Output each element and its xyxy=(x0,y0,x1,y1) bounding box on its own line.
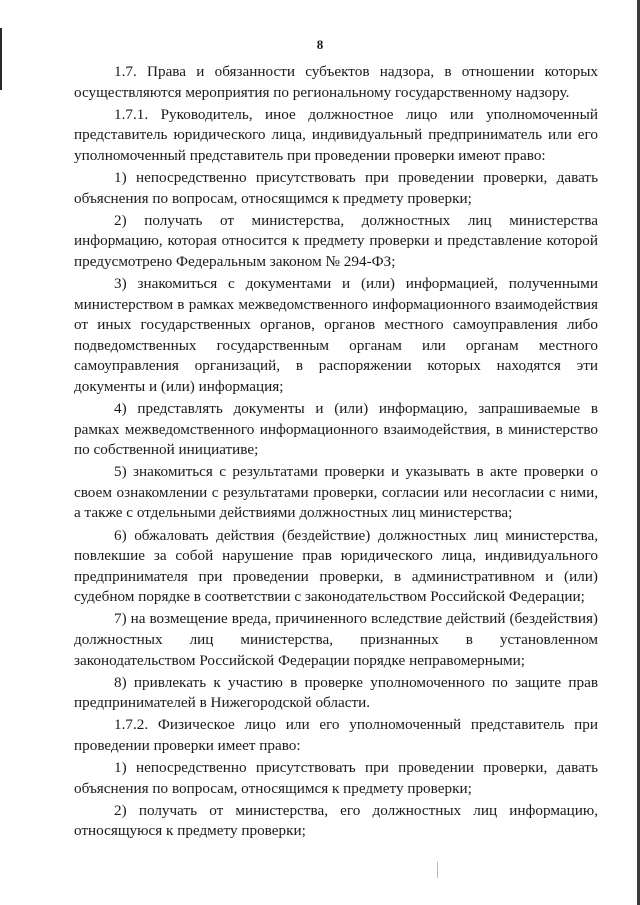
list-item-6: 6) обжаловать действия (бездействие) должностных лиц министерства, повлекшие за собой нарушение прав юридического лица, индивидуального предпринимателя при проведении проверки, в административном и (или) судебном порядке в соответствии с законодательством Российской Федерации; xyxy=(74,526,598,606)
section-1-7: 1.7. Права и обязанности субъектов надзора, в отношении которых осуществляются мероприятия по региональному государственному надзору. xyxy=(74,63,598,101)
list-item-8: 8) привлекать к участию в проверке уполномоченного по защите прав предпринимателей в Нижегородской области. xyxy=(74,673,598,712)
page-number: 8 xyxy=(316,37,324,52)
list-item-3: 3) знакомиться с документами и (или) информацией, полученными министерством в рамках межведомственного информационного взаимодействия от иных государственных органов, органов местного самоуправления либо подведомственных государственным органам или органам местного самоуправления организаций, в распоряжении которых находятся эти документы и (или) информация; xyxy=(74,274,598,395)
list-item-1b: 1) непосредственно присутствовать при проведении проверки, давать объяснения по вопросам, относящимся к предмету проверки; xyxy=(74,759,598,797)
section-1-7-2: 1.7.2. Физическое лицо или его уполномоченный представитель при проведении проверки имеет право: xyxy=(74,716,598,754)
list-item-4: 4) представлять документы и (или) информацию, запрашиваемые в рамках межведомственного информационного взаимодействия, в министерство по собственной инициативе; xyxy=(74,400,598,459)
list-item-7: 7) на возмещение вреда, причиненного вследствие действий (бездействия) должностных лиц министерства, признанных в установленном законодательством Российской Федерации порядке неправомерными; xyxy=(74,610,598,669)
scan-mark xyxy=(437,862,438,878)
document-body xyxy=(74,62,598,843)
list-item-1: 1) непосредственно присутствовать при проведении проверки, давать объяснения по вопросам, относящимся к предмету проверки; xyxy=(74,168,598,207)
list-item-2: 2) получать от министерства, должностных лиц министерства информацию, которая относится к предмету проверки и представление которой предусмотрено Федеральным законом № 294-ФЗ; xyxy=(74,211,598,270)
list-item-5: 5) знакомиться с результатами проверки и указывать в акте проверки о своем ознакомлении с результатами проверки, согласии или несогласии с ними, а также с отдельными действиями должностных лиц министерства; xyxy=(74,463,598,522)
section-1-7-1: 1.7.1. Руководитель, иное должностное лицо или уполномоченный представитель юридического лица, индивидуальный предприниматель или его уполномоченный представитель при проведении проверки имеют право: xyxy=(74,105,598,164)
list-item-2b: 2) получать от министерства, его должностных лиц информацию, относящуюся к предмету проверки; xyxy=(74,801,598,840)
